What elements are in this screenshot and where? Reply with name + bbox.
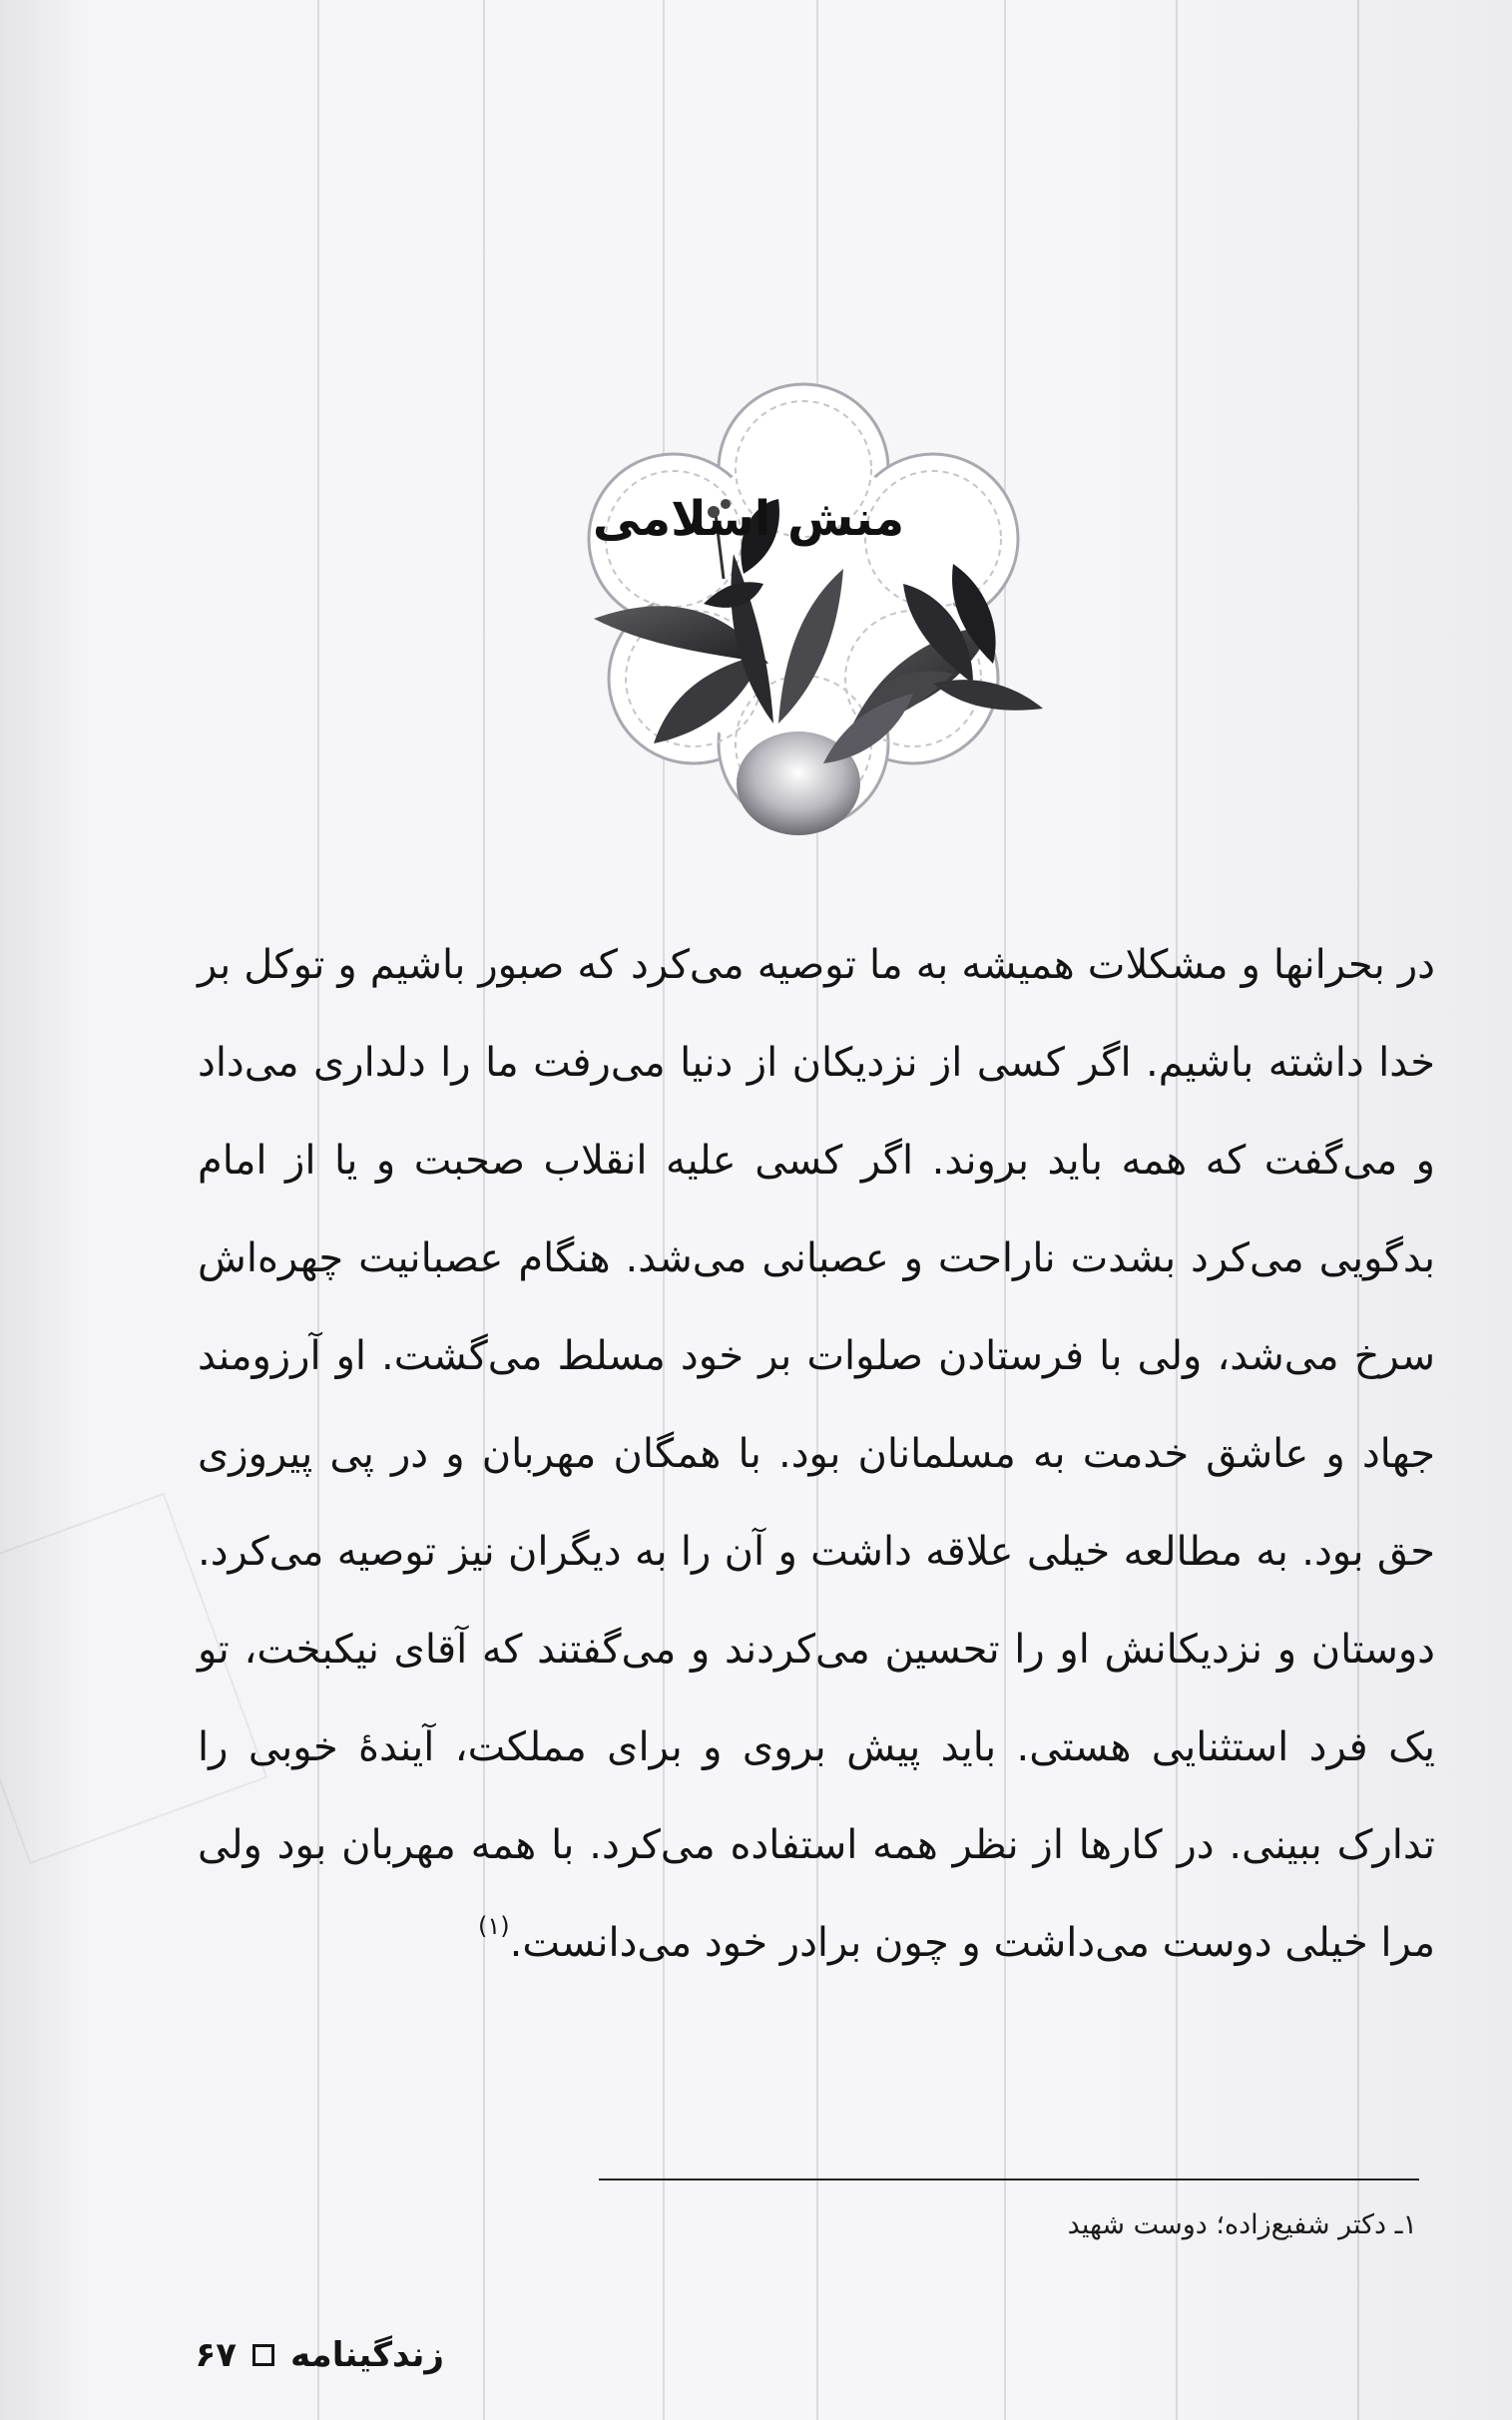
- footnote-divider: [599, 2178, 1419, 2180]
- page-number: ۶۷: [195, 2335, 238, 2375]
- running-footer: [196, 2335, 444, 2375]
- footnote-reference: (۱): [478, 1912, 510, 1940]
- flower-ornament: [554, 364, 1053, 863]
- body-paragraph: [198, 916, 1435, 1992]
- footnote: ۱ـ دکتر شفیع‌زاده؛ دوست شهید: [1067, 2209, 1417, 2240]
- footer-square-icon: [252, 2344, 274, 2366]
- body-paragraph-text: در بحرانها و مشکلات همیشه به ما توصیه می‌کرد که صبور باشیم و توکل بر خدا داشته باشیم. اگر کسی از نزدیکان از دنیا می‌رفت ما را دلداری می‌داد و می‌گفت که همه باید بروند. اگر کسی علیه انقلاب صحبت و یا از امام بدگویی می‌کرد بشدت ناراحت و عصبانی می‌شد. هنگام عصبانیت چهره‌اش سرخ می‌شد، ولی با فرستادن صلوات بر خود مسلط می‌گشت. او آرزومند جهاد و عاشق خدمت به مسلمانان بود. با همگان مهربان و در پی پیروزی حق بود. به مطالعه خیلی علاقه داشت و آن را به دیگران نیز توصیه می‌کرد. دوستان و نزدیکانش او را تحسین می‌کردند و می‌گفتند که آقای نیکبخت، تو یک فرد استثنایی هستی. باید پیش بروی و برای مملکت، آیندهٔ خوبی را تدارک ببینی. در کارها از نظر همه استفاده می‌کرد. با همه مهربان بود ولی مرا خیلی دوست می‌داشت و چون برادر خود می‌دانست.: [198, 942, 1435, 1966]
- footer-book-title: زندگینامه: [290, 2335, 444, 2375]
- section-title: منش اسلامی: [592, 491, 905, 547]
- body-text: [198, 916, 1435, 1992]
